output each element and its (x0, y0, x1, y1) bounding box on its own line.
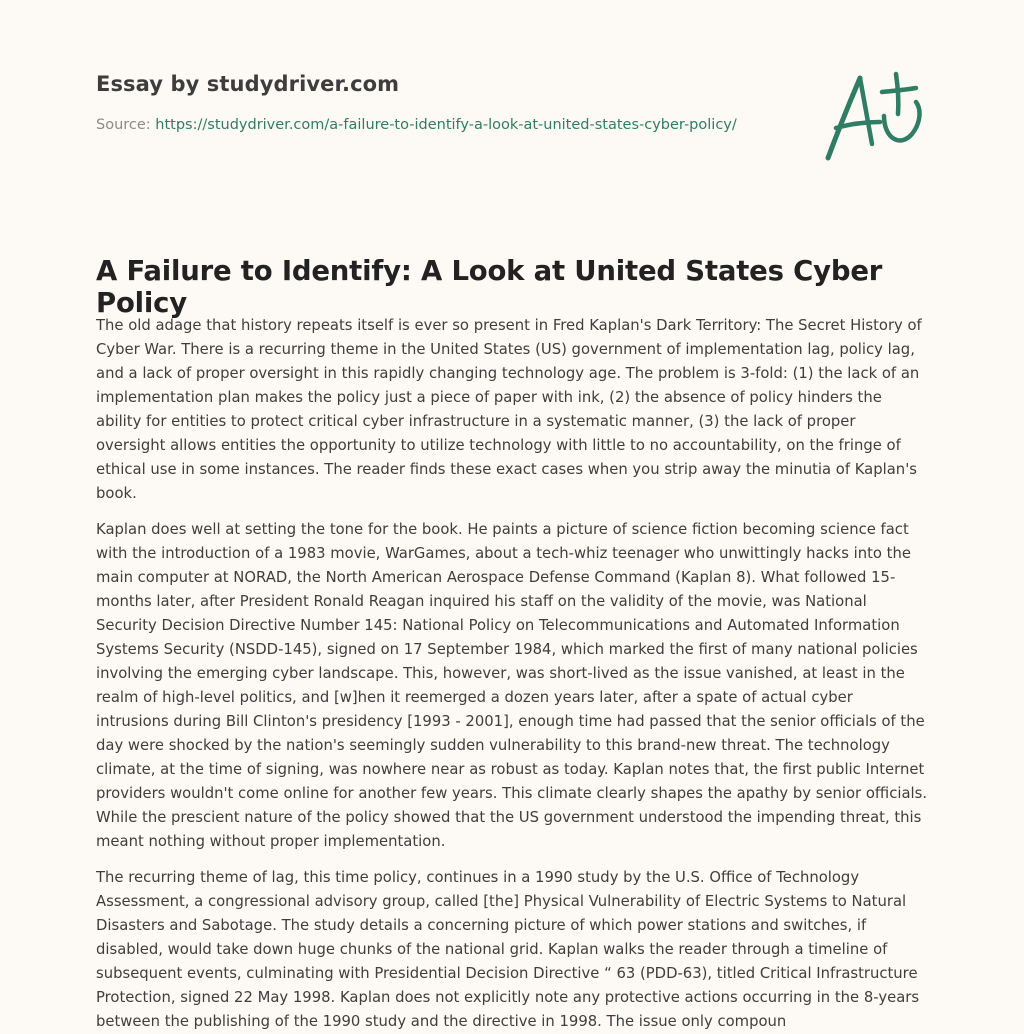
article-body (96, 314, 928, 1034)
a-plus-logo (818, 66, 930, 166)
source-line (96, 117, 796, 133)
essay-by-heading: Essay by studydriver.com (96, 72, 400, 96)
source-link[interactable]: https://studydriver.com/a-failure-to-identify-a-look-at-united-states-cyber-policy/ (155, 117, 737, 133)
article-paragraph: Kaplan does well at setting the tone for the book. He paints a picture of science fiction becoming science fact with the introduction of a 1983 movie, WarGames, about a tech-whiz teenager who unwittingly hacks into the main computer at NORAD, the North American Aerospace Defense Command (Kaplan 8). What followed 15-months later, after President Ronald Reagan inquired his staff on the validity of the movie, was National Security Decision Directive Number 145: National Policy on Telecommunications and Automated Information Systems Security (NSDD-145), signed on 17 September 1984, which marked the first of many national policies involving the emerging cyber landscape. This, however, was short-lived as the issue vanished, at least in the realm of high-level politics, and [w]hen it reemerged a dozen years later, after a spate of actual cyber intrusions during Bill Clinton's presidency [1993 - 2001], enough time had passed that the senior officials of the day were shocked by the nation's seemingly sudden vulnerability to this brand-new threat. The technology climate, at the time of signing, was nowhere near as robust as today. Kaplan notes that, the first public Internet providers wouldn't come online for another few years. This climate clearly shapes the apathy by senior officials. While the prescient nature of the policy showed that the US government understood the impending threat, this meant nothing without proper implementation. (96, 521, 928, 850)
source-label: Source: (96, 117, 156, 133)
page-header (96, 72, 796, 133)
article-paragraph: The recurring theme of lag, this time policy, continues in a 1990 study by the U.S. Office of Technology Assessment, a congressional advisory group, called [the] Physical Vulnerability of Electric Systems to Natural Disasters and Sabotage. The study details a concerning picture of which power stations and switches, if disabled, would take down huge chunks of the national grid. Kaplan walks the reader through a timeline of subsequent events, culminating with Presidential Decision Directive “ 63 (PDD-63), titled Critical Infrastructure Protection, signed 22 May 1998. Kaplan does not explicitly note any protective actions occurring in the 8-years between the publishing of the 1990 study and the directive in 1998. The issue only compoun (96, 869, 920, 1030)
article-paragraph: The old adage that history repeats itself is ever so present in Fred Kaplan's Dark Territory: The Secret History of Cyber War. There is a recurring theme in the United States (US) government of implementation lag, policy lag, and a lack of proper oversight in this rapidly changing technology age. The problem is 3-fold: (1) the lack of an implementation plan makes the policy just a piece of paper with ink, (2) the absence of policy hinders the ability for entities to protect critical cyber infrastructure in a systematic manner, (3) the lack of proper oversight allows entities the opportunity to utilize technology with little to no accountability, on the fringe of ethical use in some instances. The reader finds these exact cases when you strip away the minutia of Kaplan's book. (96, 317, 922, 502)
article-title: A Failure to Identify: A Look at United States Cyber Policy (96, 255, 883, 319)
